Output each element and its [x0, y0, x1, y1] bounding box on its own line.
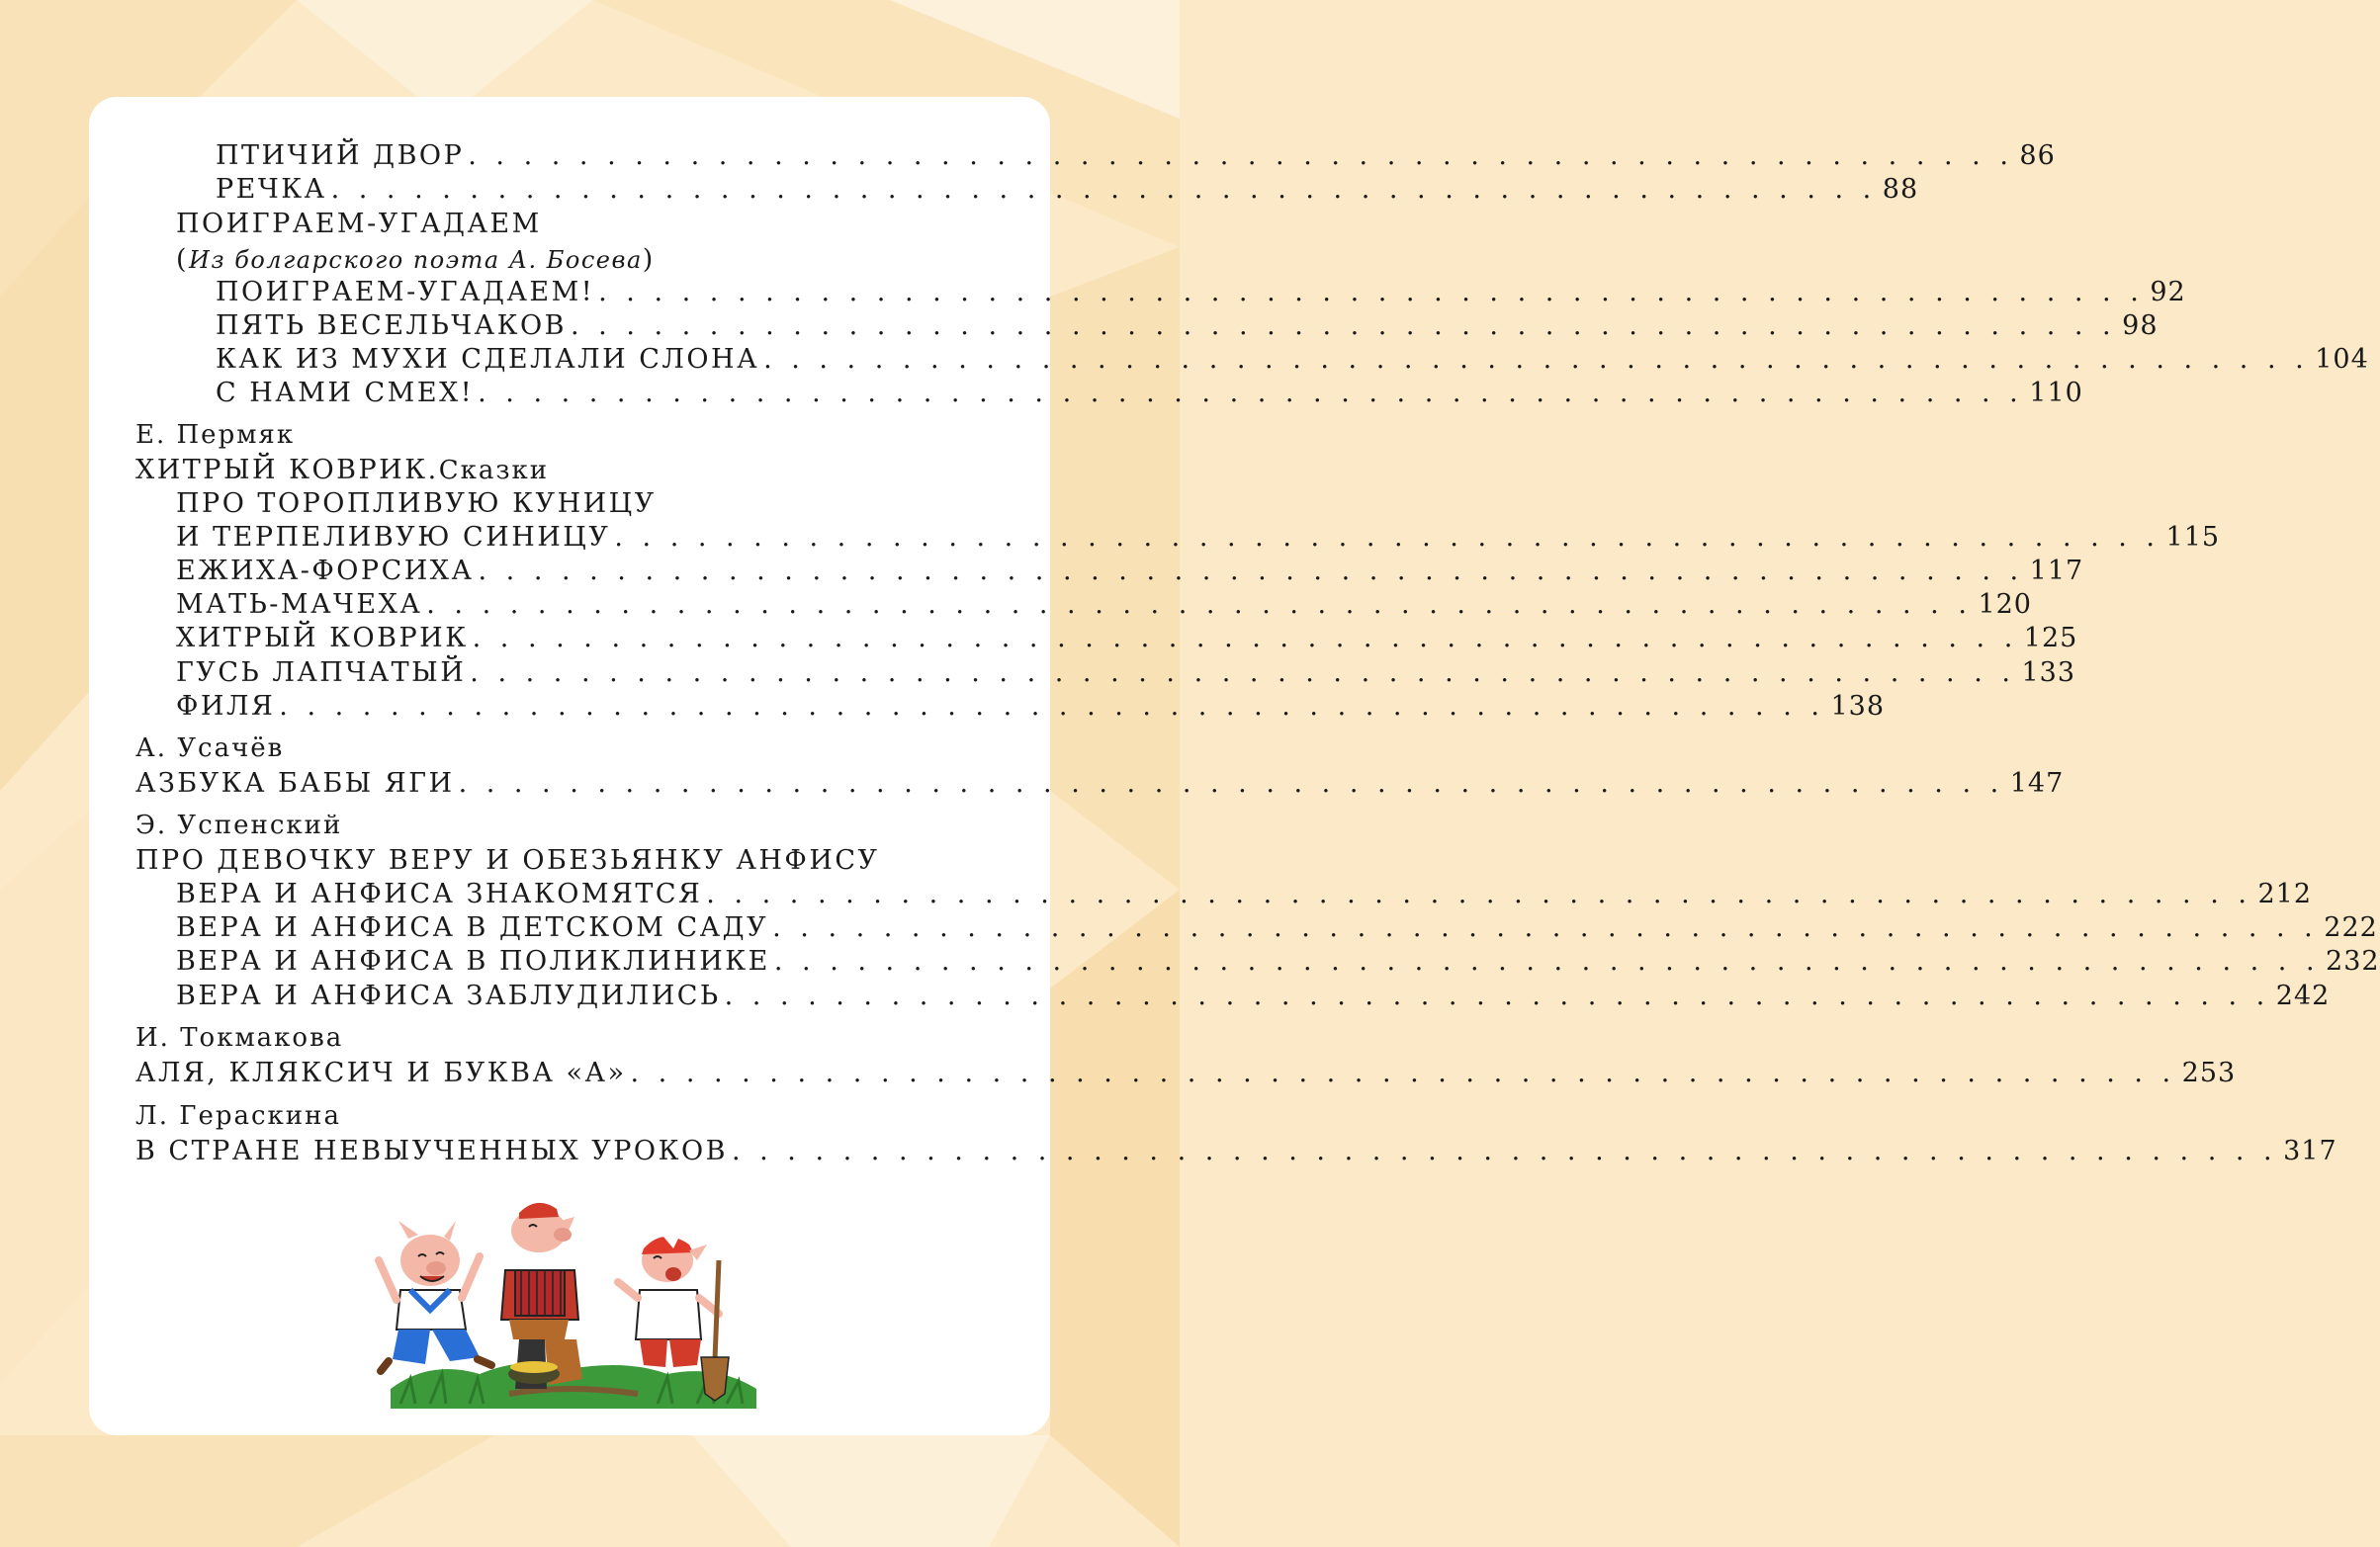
toc-entry — [176, 589, 2032, 623]
page-number: 242 — [2275, 981, 2331, 1011]
entry-title: ПРО ТОРОПЛИВУЮ КУНИЦУ — [176, 488, 657, 519]
author-name: И. Токмакова — [135, 1023, 344, 1053]
page-number: 98 — [2122, 310, 2159, 341]
dot-leader: . . . . . . . . . . . . . . . . . . . . . . . . . . . . . . . . . . . . . . . . . . . . . . . . . . . . . . . . — [614, 522, 2160, 553]
author-name: Е. Пермяк — [135, 420, 296, 450]
entry-title: МАТЬ-МАЧЕХА — [176, 589, 423, 620]
section-title: ПРО ДЕВОЧКУ ВЕРУ И ОБЕЗЬЯНКУ АНФИСУ — [135, 845, 880, 876]
entry-title: ЕЖИХА-ФОРСИХА — [176, 556, 475, 586]
toc-entry — [176, 912, 2378, 946]
author-name: Л. Гераскина — [135, 1101, 341, 1131]
toc-entry — [216, 310, 2159, 344]
page-number: 88 — [1882, 174, 1919, 205]
page-number: 110 — [2029, 378, 2083, 408]
dot-leader: . . . . . . . . . . . . . . . . . . . . . . . . . . . . . . . . . . . . . . . . . . . . . . . . . . . . . . . . — [706, 879, 2252, 909]
dot-leader: . . . . . . . . . . . . . . . . . . . . . . . . . . . . . . . . . . . . . . . . . . . . . . . . . . . . . . . . — [598, 277, 2145, 307]
toc-section-heading — [135, 455, 986, 488]
dot-leader: . . . . . . . . . . . . . . . . . . . . . . . . . . . . . . . . . . . . . . . . . . . . . . . . . . . . . . . . — [763, 344, 2310, 375]
dot-leader: . . . . . . . . . . . . . . . . . . . . . . . . . . . . . . . . . . . . . . . . . . . . . . . . . . . . . . . . — [731, 1136, 2278, 1166]
dot-leader: . . . . . . . . . . . . . . . . . . . . . . . . . . . . . . . . . . . . . . . . . . . . . . . . . . . . . . . . — [330, 174, 1877, 205]
dot-leader: . . . . . . . . . . . . . . . . . . . . . . . . . . . . . . . . . . . . . . . . . . . . . . . . . . . . . . . . — [630, 1058, 2176, 1088]
toc-entry — [216, 344, 2369, 378]
entry-title: В СТРАНЕ НЕВЫУЧЕННЫХ УРОКОВ — [135, 1136, 728, 1166]
toc-entry — [176, 879, 2313, 912]
toc-entry — [216, 378, 2083, 411]
toc-section-heading — [135, 845, 986, 879]
page-number: 133 — [2021, 657, 2076, 688]
page-number: 120 — [1978, 589, 2032, 620]
author-name: А. Усачёв — [135, 733, 285, 763]
toc-entry — [176, 946, 2380, 980]
dot-leader: . . . . . . . . . . . . . . . . . . . . . . . . . . . . . . . . . . . . . . . . . . . . . . . . . . . . . . . . — [426, 589, 1973, 620]
page-number: 125 — [2023, 623, 2078, 653]
entry-title: ПТИЧИЙ ДВОР — [216, 140, 465, 171]
toc-note — [176, 244, 987, 278]
toc-author — [135, 1023, 986, 1057]
section-subtitle: Сказки — [438, 456, 550, 485]
entry-title: И ТЕРПЕЛИВУЮ СИНИЦУ — [176, 522, 611, 553]
toc-entry — [176, 981, 2331, 1014]
note-close-paren: ) — [642, 244, 656, 275]
page-number: 86 — [2019, 140, 2056, 171]
note-text: Из болгарского поэта А. Босева — [189, 246, 643, 274]
toc-entry — [216, 140, 2056, 174]
entry-title: КАК ИЗ МУХИ СДЕЛАЛИ СЛОНА — [216, 344, 760, 375]
entry-title: ФИЛЯ — [176, 691, 276, 722]
page-number: 212 — [2257, 879, 2313, 909]
entry-title: ПЯТЬ ВЕСЕЛЬЧАКОВ — [216, 310, 567, 341]
dot-leader: . . . . . . . . . . . . . . . . . . . . . . . . . . . . . . . . . . . . . . . . . . . . . . . . . . . . . . . . — [470, 657, 2016, 688]
toc-entry — [216, 174, 1919, 208]
page-number: 115 — [2165, 522, 2221, 553]
page-number: 222 — [2324, 912, 2378, 943]
toc-entry — [176, 488, 987, 522]
page-number: 117 — [2029, 556, 2084, 586]
dot-leader: . . . . . . . . . . . . . . . . . . . . . . . . . . . . . . . . . . . . . . . . . . . . . . . . . . . . . . . . — [570, 310, 2117, 341]
dot-leader: . . . . . . . . . . . . . . . . . . . . . . . . . . . . . . . . . . . . . . . . . . . . . . . . . . . . . . . . — [478, 378, 2024, 408]
shovel — [701, 1260, 729, 1401]
toc-entry — [176, 623, 2078, 656]
section-title: ПОИГРАЕМ-УГАДАЕМ — [176, 209, 542, 239]
entry-title: ВЕРА И АНФИСА В ПОЛИКЛИНИКЕ — [176, 946, 770, 977]
toc-entry — [176, 556, 2084, 589]
entry-title: С НАМИ СМЕХ! — [216, 378, 475, 408]
section-title: ХИТРЫЙ КОВРИК. — [135, 455, 439, 485]
toc-author — [135, 733, 986, 767]
page-number: 104 — [2315, 344, 2369, 375]
toc-entry — [216, 277, 2186, 310]
author-name: Э. Успенский — [135, 811, 343, 840]
toc-author — [135, 811, 986, 844]
entry-title: АЗБУКА БАБЫ ЯГИ — [135, 768, 455, 799]
toc-entry — [135, 768, 2065, 802]
note-open-paren: ( — [176, 244, 190, 275]
entry-title: ГУСЬ ЛАПЧАТЫЙ — [176, 657, 467, 688]
page-number: 138 — [1830, 691, 1886, 722]
dot-leader: . . . . . . . . . . . . . . . . . . . . . . . . . . . . . . . . . . . . . . . . . . . . . . . . . . . . . . . . — [472, 623, 2018, 653]
dot-leader: . . . . . . . . . . . . . . . . . . . . . . . . . . . . . . . . . . . . . . . . . . . . . . . . . . . . . . . . — [724, 981, 2270, 1011]
dot-leader: . . . . . . . . . . . . . . . . . . . . . . . . . . . . . . . . . . . . . . . . . . . . . . . . . . . . . . . . — [773, 946, 2321, 977]
dot-leader: . . . . . . . . . . . . . . . . . . . . . . . . . . . . . . . . . . . . . . . . . . . . . . . . . . . . . . . . — [478, 556, 2024, 586]
entry-title: ВЕРА И АНФИСА ЗНАКОМЯТСЯ — [176, 879, 703, 909]
three-little-pigs-illustration — [371, 1191, 766, 1418]
page-number: 232 — [2326, 946, 2380, 977]
page-number: 92 — [2150, 277, 2186, 307]
toc-entry — [135, 1058, 2237, 1091]
dot-leader: . . . . . . . . . . . . . . . . . . . . . . . . . . . . . . . . . . . . . . . . . . . . . . . . . . . . . . . . — [772, 912, 2319, 943]
toc-entry — [176, 691, 1886, 725]
dot-leader: . . . . . . . . . . . . . . . . . . . . . . . . . . . . . . . . . . . . . . . . . . . . . . . . . . . . . . . . — [279, 691, 1825, 722]
dot-leader: . . . . . . . . . . . . . . . . . . . . . . . . . . . . . . . . . . . . . . . . . . . . . . . . . . . . . . . . — [468, 140, 2014, 171]
entry-title: ВЕРА И АНФИСА В ДЕТСКОМ САДУ — [176, 912, 769, 943]
toc-author — [135, 1101, 986, 1135]
toc-entry — [135, 1136, 2337, 1169]
sailor-pig — [379, 1221, 491, 1371]
toc-section-heading — [176, 209, 987, 242]
page-number: 317 — [2283, 1136, 2337, 1166]
toc-entry — [176, 657, 2076, 691]
page-number: 253 — [2181, 1058, 2237, 1088]
toc-author — [135, 420, 986, 454]
page-number: 147 — [2009, 768, 2065, 799]
dot-leader: . . . . . . . . . . . . . . . . . . . . . . . . . . . . . . . . . . . . . . . . . . . . . . . . . . . . . . . . — [458, 768, 2004, 799]
entry-title: АЛЯ, КЛЯКСИЧ И БУКВА «А» — [135, 1058, 627, 1088]
entry-title: ПОИГРАЕМ-УГАДАЕМ! — [216, 277, 595, 307]
accordion-pig — [501, 1203, 582, 1389]
toc-entry — [176, 522, 2221, 556]
entry-title: РЕЧКА — [216, 174, 327, 205]
entry-title: ХИТРЫЙ КОВРИК — [176, 623, 469, 653]
entry-title: ВЕРА И АНФИСА ЗАБЛУДИЛИСЬ — [176, 981, 721, 1011]
accordion — [515, 1270, 565, 1316]
